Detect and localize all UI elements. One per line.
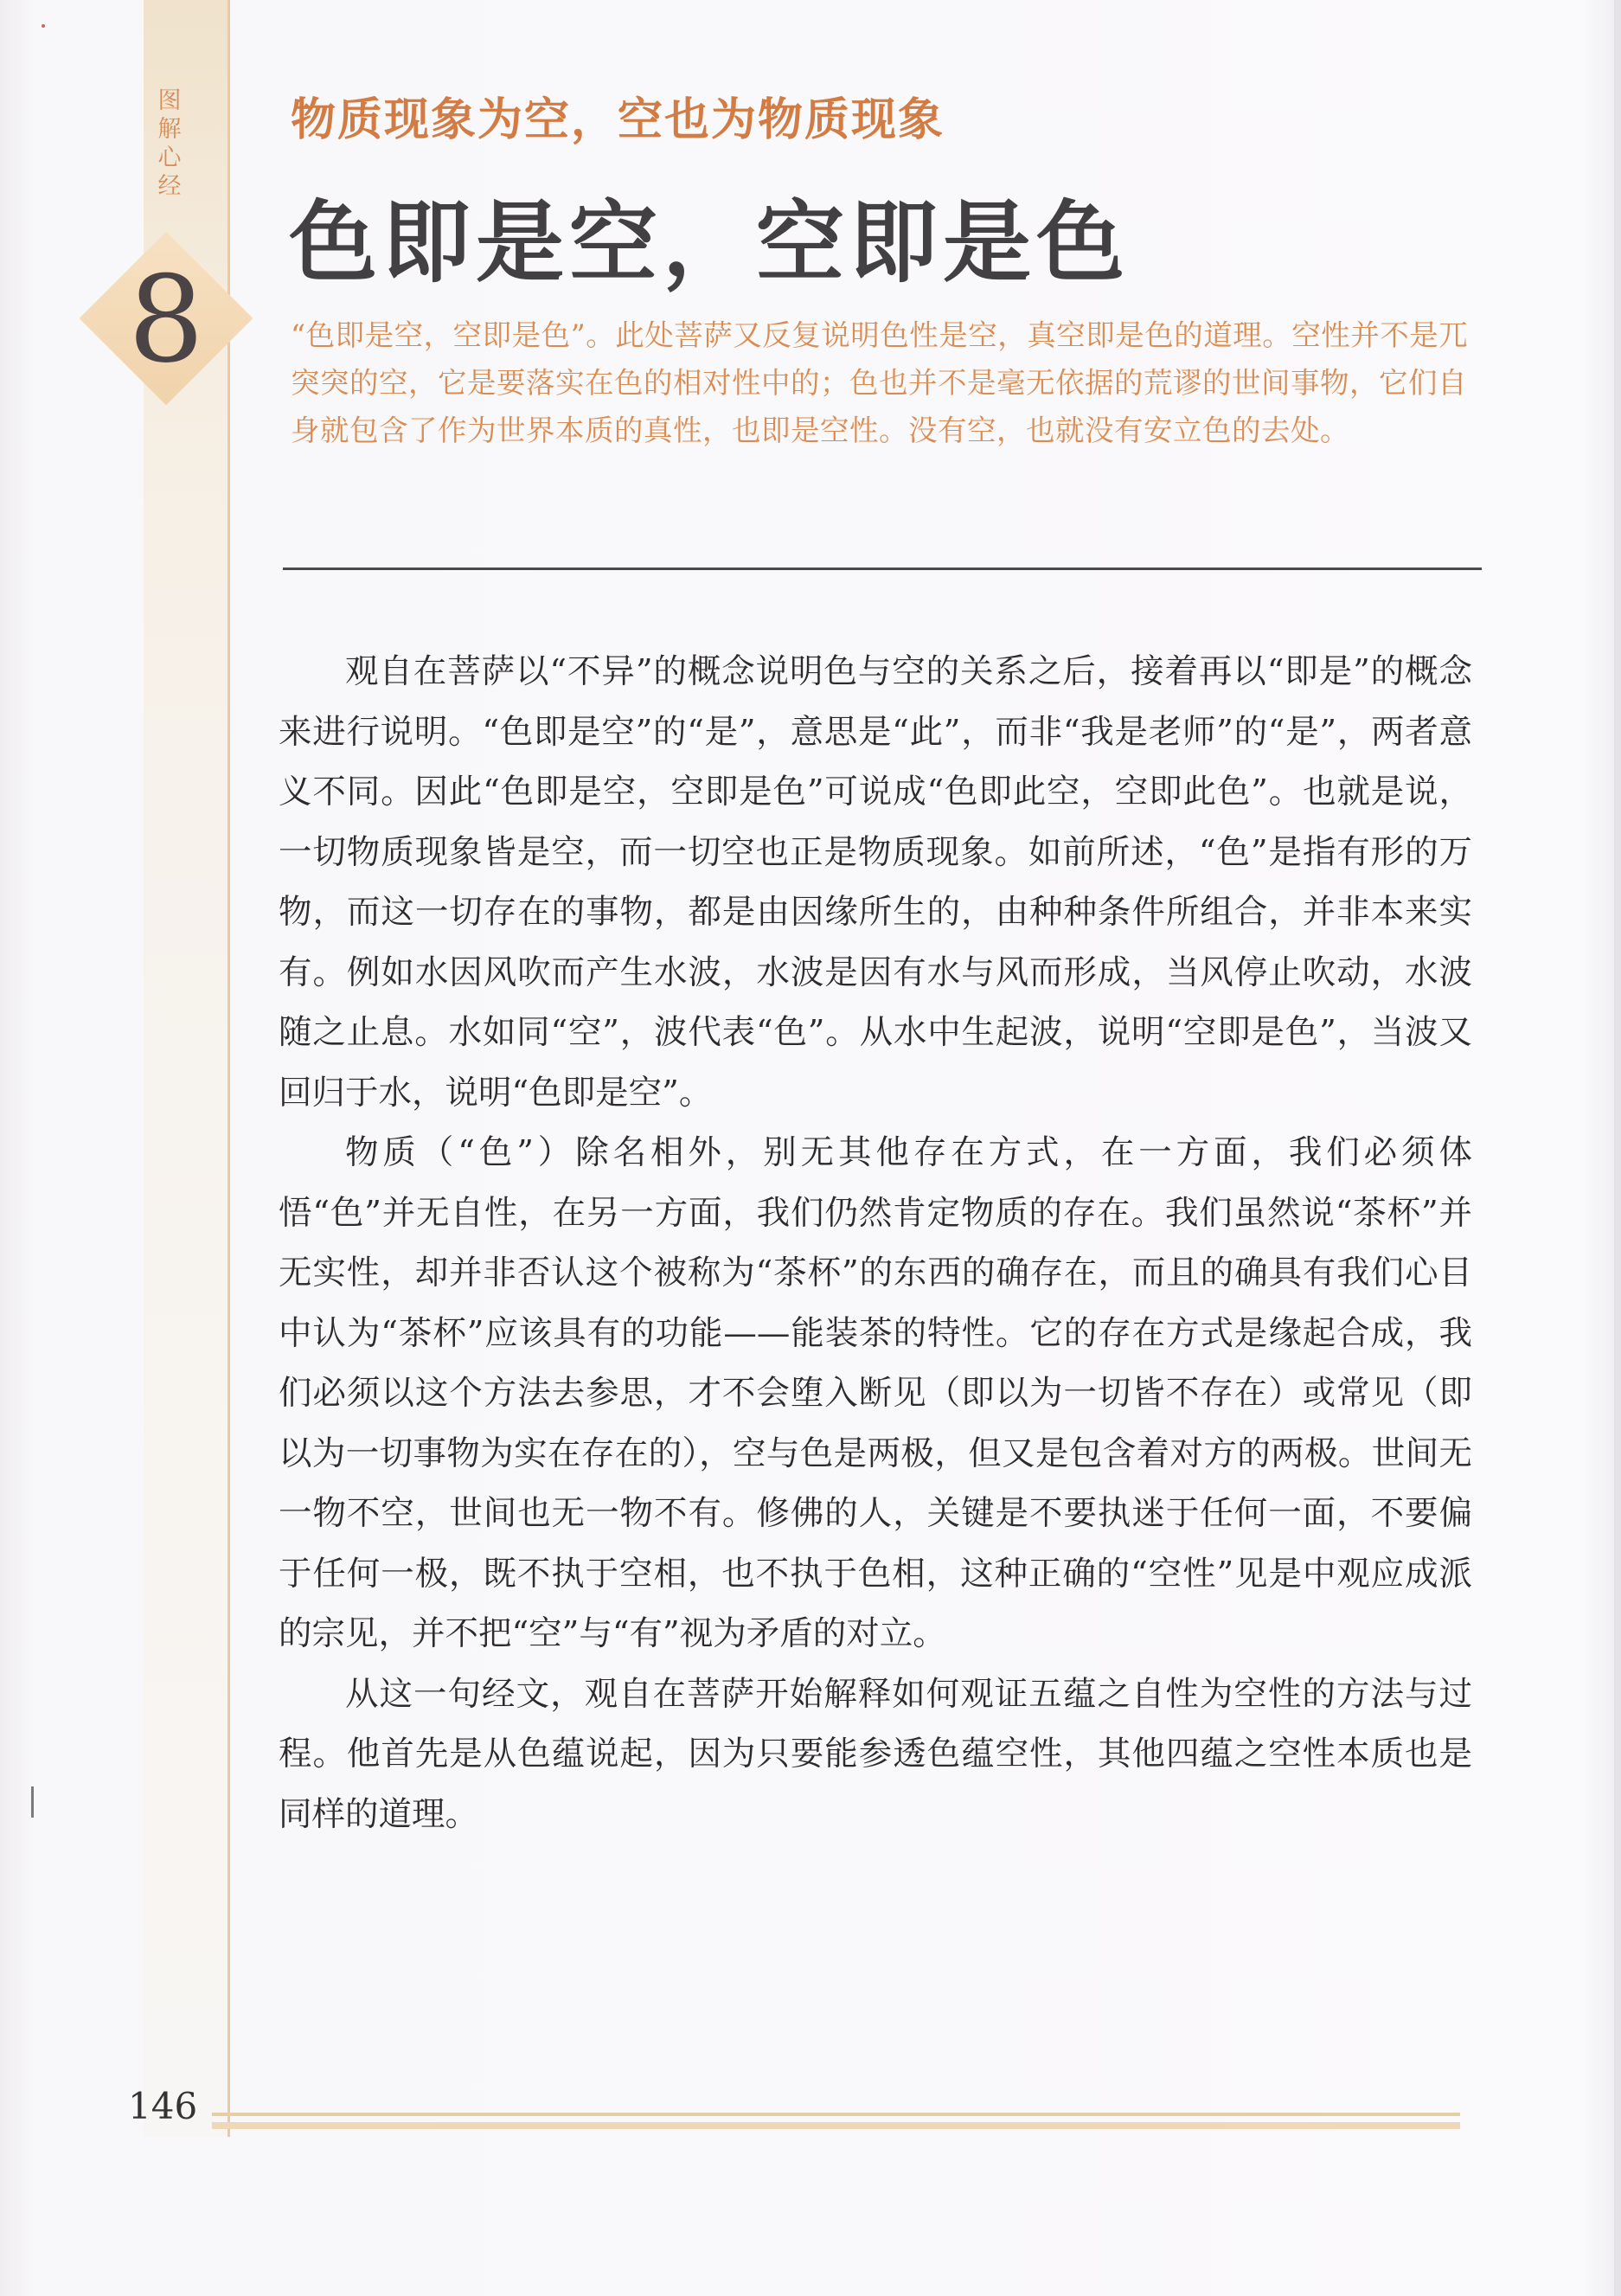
intro-summary: “色即是空，空即是色”。此处菩萨又反复说明色性是空，真空即是色的道理。空性并不是兀突突的空，它是要落实在色的相对性中的；色也并不是毫无依据的荒谬的世间事物，它们自身就包含了作为世界本质的真性，也即是空性。没有空，也就没有安立色的去处。 <box>291 318 1469 447</box>
body-paragraph-2: 物质（“色”）除名相外，别无其他存在方式，在一方面，我们必须体悟“色”并无自性，在另一方面，我们仍然肯定物质的存在。我们虽然说“茶杯”并无实性，却并非否认这个被称为“茶杯”的东西的确存在，而且的确具有我们心目中认为“茶杯”应该具有的功能——能装茶的特性。它的存在方式是缘起合成，我们必须以这个方法去参思，才不会堕入断见（即以为一切皆不存在）或常见（即以为一切事物为实在存在的），空与色是两极，但又是包含着对方的两极。世间无一物不空，世间也无一物不有。修佛的人，关键是不要执迷于任何一面，不要偏于任何一极，既不执于空相，也不执于色相，这种正确的“空性”见是中观应成派的宗见，并不把“空”与“有”视为矛盾的对立。 <box>279 1133 1472 1653</box>
page-number: 146 <box>128 2085 198 2127</box>
section-title: 色即是空，空即是色 <box>289 191 1130 295</box>
footer-band <box>212 2122 1460 2129</box>
scan-speck <box>42 24 45 28</box>
body-paragraph-3: 从这一句经文，观自在菩萨开始解释如何观证五蕴之自性为空性的方法与过程。他首先是从色蕴说起，因为只要能参透色蕴空性，其他四蕴之空性本质也是同样的道理。 <box>279 1674 1472 1834</box>
chapter-number: 8 <box>128 250 204 389</box>
body-paragraph-1: 观自在菩萨以“不异”的概念说明色与空的关系之后，接着再以“即是”的概念来进行说明。“色即是空”的“是”，意思是“此”，而非“我是老师”的“是”，两者意义不同。因此“色即是空，空即是色”可说成“色即此空，空即此色”。也就是说，一切物质现象皆是空，而一切空也正是物质现象。如前所述，“色”是指有形的万物，而这一切存在的事物，都是由因缘所生的，由种种条件所组合，并非本来实有。例如水因风吹而产生水波，水波是因有水与风而形成，当风停止吹动，水波随之止息。水如同“空”，波代表“色”。从水中生起波，说明“空即是色”，当波又回归于水，说明“色即是空”。 <box>279 652 1472 1113</box>
footer-rule <box>212 2113 1460 2116</box>
section-subtitle: 物质现象为空，空也为物质现象 <box>291 93 945 146</box>
divider <box>283 568 1482 570</box>
page-edge-shadow <box>1614 0 1621 2296</box>
body-text <box>279 642 1472 1844</box>
scan-mark <box>31 1786 34 1818</box>
book-series-label: 图解心经 <box>157 87 182 200</box>
